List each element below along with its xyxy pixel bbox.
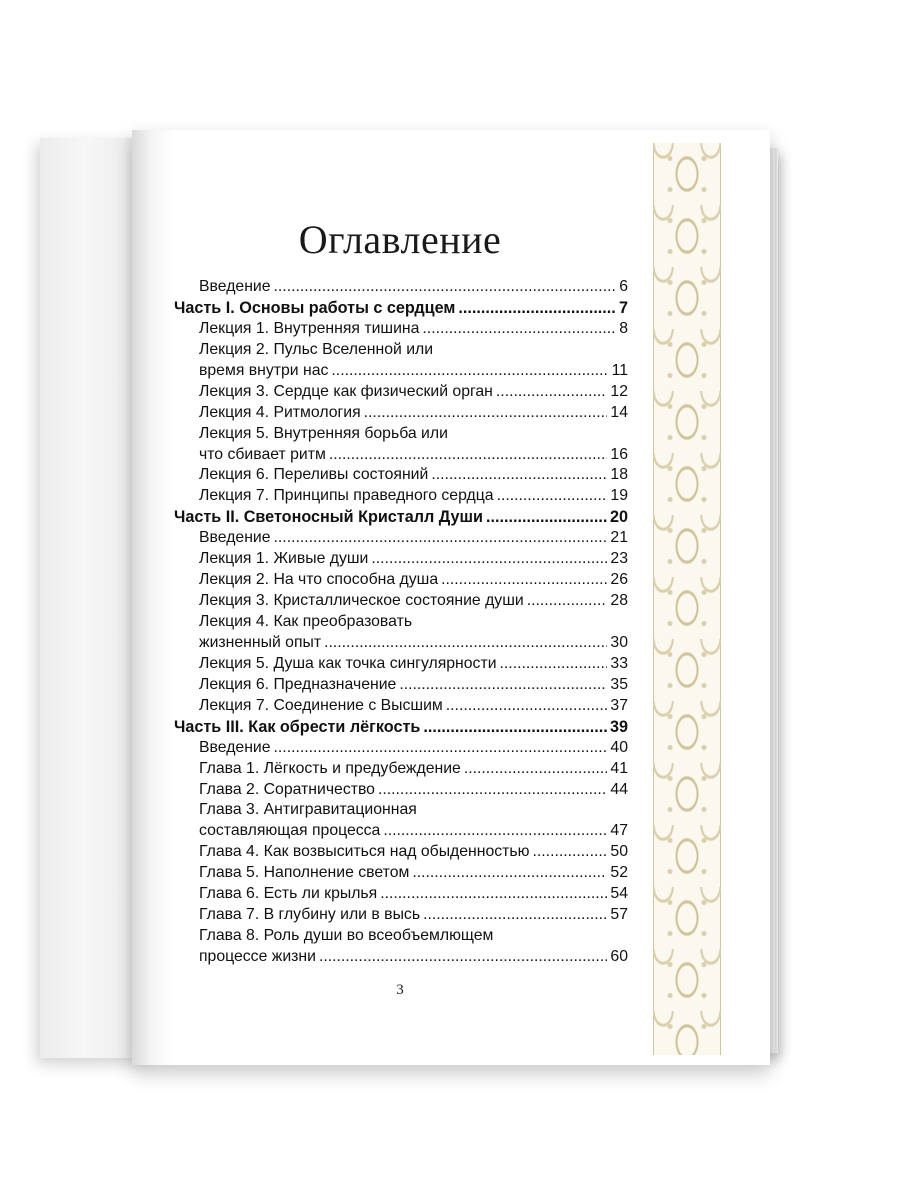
leader-dots <box>399 675 607 696</box>
toc-page-number: 23 <box>610 550 628 568</box>
toc-entry-label: Часть III. Как обрести лёгкость <box>174 717 421 736</box>
toc-entry[interactable] <box>174 465 628 486</box>
toc-entry[interactable] <box>174 486 628 507</box>
page-title: Оглавление <box>298 217 502 262</box>
toc-entry-label: Лекция 1. Живые души <box>199 550 369 568</box>
toc-entry[interactable] <box>174 528 628 549</box>
toc-page-number: 12 <box>610 382 628 400</box>
toc-entry-label: время внутри нас <box>199 361 329 379</box>
toc-entry-label: Лекция 2. На что способна душа <box>199 571 439 589</box>
toc-entry[interactable] <box>174 884 628 905</box>
leader-dots <box>274 738 608 759</box>
toc-entry-first-line: Глава 8. Роль души во всеобъемлющем <box>199 927 494 945</box>
toc-page-number: 18 <box>610 466 628 484</box>
leader-dots <box>329 445 608 466</box>
toc-page-number: 57 <box>610 906 628 924</box>
leader-dots <box>331 361 608 382</box>
toc-page-number: 14 <box>610 403 628 421</box>
toc-page-number: 11 <box>611 361 628 379</box>
toc-entry-label: что сбивает ритм <box>199 445 326 463</box>
toc-entry[interactable] <box>174 549 628 570</box>
toc-entry-label: Введение <box>199 278 271 295</box>
leader-dots <box>412 863 607 884</box>
toc-page-number: 60 <box>610 948 628 965</box>
toc-entry-label: Лекция 7. Соединение с Высшим <box>199 696 443 714</box>
toc-entry[interactable] <box>174 633 628 654</box>
toc-entry-label: Глава 6. Есть ли крылья <box>199 885 378 903</box>
toc-page-number: 21 <box>610 529 628 547</box>
toc-part-heading[interactable] <box>174 507 628 528</box>
toc-page-number: 20 <box>609 508 628 527</box>
page-number-footer: 3 <box>396 982 404 998</box>
toc-entry[interactable] <box>174 403 628 424</box>
leader-dots <box>324 633 607 654</box>
toc-entry[interactable] <box>174 382 628 403</box>
toc-entry-label: Лекция 3. Сердце как физический орган <box>199 382 493 400</box>
toc-page-number: 50 <box>610 843 628 861</box>
toc-entry[interactable] <box>174 947 628 968</box>
leader-dots <box>383 821 607 842</box>
toc-page-number: 8 <box>619 319 628 337</box>
toc-part-heading[interactable] <box>174 717 628 738</box>
toc-page-number: 30 <box>610 633 628 651</box>
toc-entry[interactable] <box>174 863 628 884</box>
leader-dots <box>274 277 617 298</box>
leader-dots <box>319 947 607 968</box>
ornament-border <box>653 143 721 1055</box>
toc-entry-label: жизненный опыт <box>199 633 322 651</box>
toc-entry-label: процессе жизни <box>199 948 316 965</box>
leader-dots <box>497 486 608 507</box>
toc-part-heading[interactable] <box>174 298 628 319</box>
leader-dots <box>364 403 608 424</box>
leader-dots <box>423 905 607 926</box>
leader-dots <box>431 465 607 486</box>
toc-page-number: 47 <box>610 822 628 840</box>
toc-entry-label: Введение <box>199 738 271 756</box>
leader-dots <box>378 780 607 801</box>
toc-entry[interactable] <box>174 654 628 675</box>
leader-dots <box>458 298 616 319</box>
toc-entry-label: Введение <box>199 529 271 547</box>
toc-entry[interactable] <box>174 445 628 466</box>
toc-entry-label: Лекция 1. Внутренняя тишина <box>199 319 420 337</box>
toc-entry-label: Глава 4. Как возвыситься над обыденностью <box>199 843 530 861</box>
toc-page-number: 16 <box>610 445 628 463</box>
toc-entry-label: Глава 5. Наполнение светом <box>199 864 410 882</box>
toc-entry-label: Глава 7. В глубину или в высь <box>199 906 421 924</box>
leader-dots <box>422 319 616 340</box>
leader-dots <box>441 570 607 591</box>
toc-page-number: 52 <box>610 864 628 882</box>
toc-page-number: 33 <box>610 654 628 672</box>
leader-dots <box>533 842 608 863</box>
toc-entry-first-line: Лекция 2. Пульс Вселенной или <box>199 340 434 358</box>
toc-entry-label: Лекция 6. Предназначение <box>199 675 397 693</box>
toc-page-number: 40 <box>610 738 628 756</box>
toc-entry-label: Часть I. Основы работы с сердцем <box>174 298 456 317</box>
leader-dots <box>527 591 608 612</box>
toc-entry[interactable] <box>174 905 628 926</box>
toc-entry[interactable] <box>174 759 628 780</box>
leader-dots <box>380 884 607 905</box>
table-of-contents <box>174 277 628 968</box>
leader-dots <box>274 528 608 549</box>
toc-entry-label: Лекция 6. Переливы состояний <box>199 466 429 484</box>
leader-dots <box>464 759 608 780</box>
toc-entry-label: Часть II. Светоносный Кристалл Души <box>174 508 483 527</box>
toc-page-number: 54 <box>610 885 628 903</box>
leader-dots <box>371 549 607 570</box>
toc-page-number: 41 <box>610 759 628 777</box>
toc-entry[interactable] <box>174 821 628 842</box>
toc-entry-label: составляющая процесса <box>199 822 381 840</box>
leader-dots <box>486 507 607 528</box>
toc-entry[interactable] <box>174 591 628 612</box>
leader-dots <box>496 382 608 403</box>
leader-dots <box>423 717 607 738</box>
toc-entry-label: Лекция 7. Принципы праведного сердца <box>199 487 494 505</box>
toc-entry-first-line: Глава 3. Антигравитационная <box>199 801 417 819</box>
toc-entry-first-line: Лекция 5. Внутренняя борьба или <box>199 424 448 442</box>
toc-entry-label: Лекция 3. Кристаллическое состояние души <box>199 592 524 610</box>
toc-page-number: 35 <box>610 675 628 693</box>
toc-entry-label: Лекция 5. Душа как точка сингулярности <box>199 654 497 672</box>
toc-page-number: 19 <box>610 487 628 505</box>
leader-dots <box>500 654 608 675</box>
toc-entry-label: Лекция 4. Ритмология <box>199 403 361 421</box>
leader-dots <box>446 696 608 717</box>
toc-page-number: 7 <box>618 298 628 317</box>
toc-entry[interactable] <box>174 570 628 591</box>
toc-entry[interactable] <box>174 319 628 340</box>
toc-entry[interactable] <box>174 738 628 759</box>
toc-entry[interactable] <box>174 361 628 382</box>
toc-page-number: 28 <box>610 592 628 610</box>
toc-entry-label: Глава 1. Лёгкость и предубеждение <box>199 759 461 777</box>
toc-page-number: 39 <box>609 717 628 736</box>
toc-page-number: 6 <box>619 278 628 295</box>
toc-page-number: 26 <box>610 571 628 589</box>
toc-page-number: 44 <box>610 780 628 798</box>
toc-entry[interactable] <box>174 696 628 717</box>
toc-page-number: 37 <box>610 696 628 714</box>
toc-entry[interactable] <box>174 277 628 298</box>
toc-entry-first-line: Лекция 4. Как преобразовать <box>199 613 413 630</box>
toc-entry-label: Глава 2. Соратничество <box>199 780 375 798</box>
toc-entry[interactable] <box>174 675 628 696</box>
toc-entry[interactable] <box>174 842 628 863</box>
toc-entry[interactable] <box>174 780 628 801</box>
